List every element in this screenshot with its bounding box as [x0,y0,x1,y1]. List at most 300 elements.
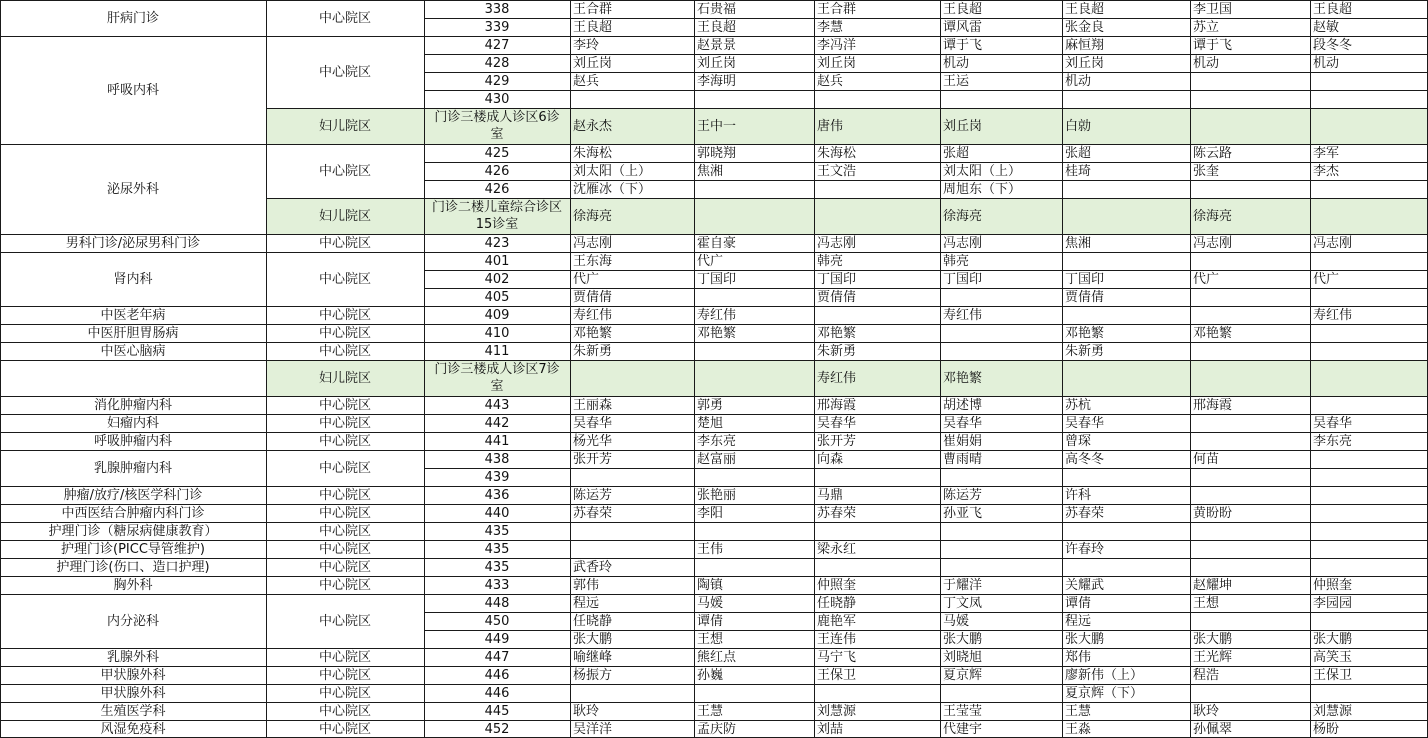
doctor-cell: 杨盼 [1313,721,1340,737]
room-cell: 409 [484,307,510,323]
doctor-cell: 白勍 [1065,118,1092,134]
room-cell: 411 [484,343,510,359]
doctor-cell: 石贵福 [697,1,737,17]
doctor-cell: 代广 [573,271,600,287]
doctor-cell: 苏立 [1193,19,1220,35]
campus-cell: 中心院区 [318,721,371,737]
doctor-cell [940,684,1062,702]
doctor-cell: 李杰 [1313,163,1340,179]
doctor-cell [1062,180,1190,198]
room-cell: 339 [484,19,510,35]
doctor-cell [1310,108,1428,144]
doctor-cell: 朱新勇 [1065,343,1105,359]
doctor-cell: 武香玲 [573,559,613,575]
doctor-cell: 喻继峰 [573,649,613,665]
doctor-cell: 任晓静 [817,595,857,611]
doctor-cell: 刘太阳（上） [573,163,652,179]
doctor-cell: 吴春华 [573,415,613,431]
doctor-cell: 代广 [697,253,724,269]
room-cell: 430 [484,91,510,107]
doctor-cell: 吴洋洋 [573,721,613,737]
doctor-cell: 张大鹏 [573,631,613,647]
room-cell: 439 [484,469,510,485]
doctor-cell [694,360,814,396]
doctor-cell: 吴春华 [943,415,983,431]
doctor-cell: 刘慧源 [817,703,857,719]
doctor-cell [570,90,694,108]
doctor-cell: 马宁飞 [817,649,857,665]
campus-cell: 中心院区 [318,649,371,665]
department-cell: 男科门诊/泌尿男科门诊 [65,235,201,251]
department-cell: 乳腺肿瘤内科 [93,460,172,476]
campus-cell: 中心院区 [318,613,371,629]
doctor-cell: 王文浩 [817,163,857,179]
doctor-cell: 曹雨晴 [943,451,983,467]
room-cell: 435 [484,523,510,539]
room-cell: 450 [484,613,510,629]
doctor-cell: 王光辉 [1193,649,1233,665]
doctor-cell [570,522,694,540]
doctor-cell: 王良超 [697,19,737,35]
doctor-cell: 王合群 [817,1,857,17]
room-cell: 402 [484,271,510,287]
room-cell: 441 [484,433,510,449]
doctor-cell: 贾倩倩 [573,289,613,305]
doctor-cell: 王良超 [573,19,613,35]
doctor-cell: 刘喆 [817,721,844,737]
doctor-cell: 冯志刚 [573,235,613,251]
doctor-cell [1310,198,1428,234]
doctor-cell [694,180,814,198]
room-cell: 436 [484,487,510,503]
campus-cell: 妇儿院区 [318,208,371,224]
doctor-cell: 邓艳繁 [1065,325,1105,341]
doctor-cell: 夏京辉 [943,667,983,683]
doctor-cell: 苏春荣 [573,505,613,521]
doctor-cell: 机动 [1313,55,1340,71]
room-cell: 401 [484,253,510,269]
doctor-cell [1310,612,1428,630]
doctor-cell [694,342,814,360]
doctor-cell: 孟庆防 [697,721,737,737]
doctor-cell: 段冬冬 [1313,37,1353,53]
doctor-cell: 楚旭 [697,415,724,431]
doctor-cell: 寿红伟 [943,307,983,323]
doctor-cell: 代广 [1313,271,1340,287]
doctor-cell [1062,252,1190,270]
doctor-cell: 徐海亮 [573,208,613,224]
department-cell: 护理门诊(伤口、造口护理) [56,559,210,575]
doctor-cell [1062,558,1190,576]
room-cell: 427 [484,37,510,53]
doctor-cell [814,306,940,324]
doctor-cell: 刘丘岗 [573,55,613,71]
doctor-cell [940,468,1062,486]
doctor-cell: 邓艳繁 [1193,325,1233,341]
doctor-cell [940,540,1062,558]
doctor-cell: 胡述博 [943,397,983,413]
doctor-cell [1190,360,1310,396]
doctor-cell: 机动 [1065,73,1092,89]
doctor-cell: 贾倩倩 [817,289,857,305]
doctor-cell: 唐伟 [817,118,844,134]
campus-cell: 中心院区 [318,487,371,503]
department-cell: 肝病门诊 [106,10,159,26]
doctor-cell: 丁国印 [1065,271,1105,287]
doctor-cell: 李阳 [697,505,724,521]
doctor-cell: 王良超 [943,1,983,17]
doctor-cell: 谭于飞 [943,37,983,53]
doctor-cell [1190,486,1310,504]
room-cell: 338 [484,1,510,17]
doctor-cell: 苏杭 [1065,397,1092,413]
room-cell: 448 [484,595,510,611]
doctor-cell: 郭晓翔 [697,145,737,161]
department-cell: 肾内科 [113,271,153,287]
department-cell: 妇瘤内科 [106,415,159,431]
doctor-cell: 杨振方 [573,667,613,683]
doctor-cell: 李冯洋 [817,37,857,53]
doctor-cell [570,684,694,702]
doctor-cell: 刘丘岗 [817,55,857,71]
doctor-cell: 李东亮 [697,433,737,449]
department-cell: 胸外科 [113,577,153,593]
doctor-cell: 张开芳 [817,433,857,449]
doctor-cell [1190,90,1310,108]
department-cell: 乳腺外科 [106,649,159,665]
room-cell: 446 [484,667,510,683]
campus-cell: 中心院区 [318,271,371,287]
doctor-cell [1190,252,1310,270]
doctor-cell [814,684,940,702]
doctor-cell: 吴春华 [1065,415,1105,431]
doctor-cell [814,180,940,198]
department-cell: 护理门诊(PICC导管维护) [61,541,205,557]
room-cell: 423 [484,235,510,251]
department-cell: 呼吸内科 [106,82,159,98]
campus-cell: 中心院区 [318,415,371,431]
doctor-cell: 谭于飞 [1193,37,1233,53]
doctor-cell: 廖新伟（上） [1065,667,1144,683]
doctor-cell [1190,558,1310,576]
doctor-cell [814,198,940,234]
doctor-cell: 朱海松 [573,145,613,161]
doctor-cell: 陈运芳 [573,487,613,503]
doctor-cell [1190,72,1310,90]
doctor-cell [940,324,1062,342]
doctor-cell: 邢海霞 [817,397,857,413]
doctor-cell [570,468,694,486]
doctor-cell: 赵耀坤 [1193,577,1233,593]
doctor-cell: 邓艳繁 [817,325,857,341]
doctor-cell [1190,414,1310,432]
doctor-cell: 何苗 [1193,451,1220,467]
doctor-cell: 梁永红 [817,541,857,557]
doctor-cell: 张艳丽 [697,487,737,503]
doctor-cell: 夏京辉（下） [1065,685,1144,701]
doctor-cell: 曾琛 [1065,433,1092,449]
doctor-cell: 许春玲 [1065,541,1105,557]
doctor-cell [1190,540,1310,558]
doctor-cell: 赵景景 [697,37,737,53]
doctor-cell [1310,504,1428,522]
doctor-cell [1310,486,1428,504]
room-cell: 429 [484,73,510,89]
department-cell: 中西医结合肿瘤内科门诊 [61,505,205,521]
doctor-cell: 代广 [1193,271,1220,287]
doctor-cell: 陶镇 [697,577,724,593]
department-cell: 肿瘤/放疗/核医学科门诊 [63,487,203,503]
doctor-cell: 邓艳繁 [943,370,983,386]
room-cell: 447 [484,649,510,665]
doctor-cell: 麻恒翔 [1065,37,1105,53]
doctor-cell [1310,558,1428,576]
department-cell: 甲状腺外科 [100,667,166,683]
doctor-cell: 焦湘 [697,163,724,179]
room-cell: 405 [484,289,510,305]
doctor-cell [1310,324,1428,342]
campus-cell: 中心院区 [318,523,371,539]
campus-cell: 中心院区 [318,397,371,413]
room-cell: 435 [484,541,510,557]
department-cell: 风湿免疫科 [100,721,166,737]
department-cell: 泌尿外科 [106,181,159,197]
doctor-cell [1310,90,1428,108]
doctor-cell [694,198,814,234]
doctor-cell: 熊红点 [697,649,737,665]
campus-cell: 中心院区 [318,505,371,521]
room-cell: 433 [484,577,510,593]
doctor-cell: 程浩 [1193,667,1220,683]
room-cell: 435 [484,559,510,575]
doctor-cell [1190,684,1310,702]
doctor-cell [694,288,814,306]
campus-cell: 中心院区 [318,577,371,593]
doctor-cell: 鹿艳军 [817,613,857,629]
doctor-cell: 刘太阳（上） [943,163,1022,179]
doctor-cell: 刘慧源 [1313,703,1353,719]
doctor-cell: 冯志刚 [1313,235,1353,251]
doctor-cell: 焦湘 [1065,235,1092,251]
doctor-cell: 王想 [1193,595,1220,611]
doctor-cell [1062,198,1190,234]
doctor-cell: 高笑玉 [1313,649,1353,665]
campus-cell: 中心院区 [318,10,371,26]
doctor-cell: 邢海霞 [1193,397,1233,413]
doctor-cell: 王想 [697,631,724,647]
doctor-cell [940,558,1062,576]
doctor-cell [694,522,814,540]
campus-cell: 中心院区 [318,559,371,575]
doctor-cell [694,558,814,576]
doctor-cell [1062,306,1190,324]
campus-cell: 中心院区 [318,685,371,701]
room-cell: 445 [484,703,510,719]
doctor-cell: 王合群 [573,1,613,17]
doctor-cell: 机动 [943,55,970,71]
doctor-cell [1190,468,1310,486]
department-cell: 护理门诊（糖尿病健康教育） [48,523,218,539]
doctor-cell: 张超 [1065,145,1092,161]
doctor-cell [940,342,1062,360]
doctor-cell: 李军 [1313,145,1340,161]
doctor-cell [1310,396,1428,414]
doctor-cell [1062,468,1190,486]
doctor-cell: 寿红伟 [697,307,737,323]
room-cell: 门诊三楼成人诊区6诊室 [434,110,560,142]
doctor-cell: 桂琦 [1065,163,1092,179]
doctor-cell: 代建宇 [943,721,983,737]
room-cell: 452 [484,721,510,737]
doctor-cell: 高冬冬 [1065,451,1105,467]
doctor-cell [1310,684,1428,702]
doctor-cell: 谭倩 [697,613,724,629]
doctor-cell [1190,522,1310,540]
doctor-cell: 张超 [943,145,970,161]
doctor-cell [940,522,1062,540]
doctor-cell [1190,432,1310,450]
doctor-cell: 张大鹏 [1313,631,1353,647]
doctor-cell: 刘丘岗 [697,55,737,71]
doctor-cell: 寿红伟 [573,307,613,323]
doctor-cell: 邓艳繁 [573,325,613,341]
doctor-cell [1190,180,1310,198]
doctor-cell [1190,342,1310,360]
doctor-cell: 王慧 [1065,703,1092,719]
room-cell: 425 [484,145,510,161]
doctor-cell: 吴春华 [1313,415,1353,431]
room-cell: 438 [484,451,510,467]
doctor-cell: 李玲 [573,37,600,53]
grid-line [0,360,266,361]
doctor-cell: 任晓静 [573,613,613,629]
doctor-cell: 丁国印 [697,271,737,287]
campus-cell: 中心院区 [318,64,371,80]
doctor-cell: 朱新勇 [573,343,613,359]
doctor-cell: 徐海亮 [943,208,983,224]
doctor-cell [1190,612,1310,630]
doctor-cell: 徐海亮 [1193,208,1233,224]
doctor-cell: 陈云路 [1193,145,1233,161]
room-cell: 440 [484,505,510,521]
doctor-cell [814,522,940,540]
doctor-cell: 冯志刚 [943,235,983,251]
doctor-cell: 孙亚飞 [943,505,983,521]
campus-cell: 妇儿院区 [318,118,371,134]
doctor-cell: 关耀武 [1065,577,1105,593]
doctor-cell: 耿玲 [573,703,600,719]
doctor-cell: 赵兵 [573,73,600,89]
doctor-cell: 寿红伟 [817,370,857,386]
doctor-cell [814,558,940,576]
doctor-cell: 李海明 [697,73,737,89]
doctor-cell [1062,360,1190,396]
doctor-cell [1062,522,1190,540]
doctor-cell: 向森 [817,451,844,467]
doctor-cell: 吴春华 [817,415,857,431]
doctor-cell: 朱海松 [817,145,857,161]
doctor-cell: 冯志刚 [1193,235,1233,251]
campus-cell: 中心院区 [318,541,371,557]
doctor-cell: 郭伟 [573,577,600,593]
doctor-cell: 谭倩 [1065,595,1092,611]
doctor-cell: 丁国印 [943,271,983,287]
room-cell: 门诊二楼儿童综合诊区15诊室 [431,200,562,232]
campus-cell: 中心院区 [318,343,371,359]
doctor-cell [694,468,814,486]
room-cell: 428 [484,55,510,71]
doctor-cell: 仲照奎 [817,577,857,593]
doctor-cell: 周旭东（下） [943,181,1022,197]
doctor-cell: 赵富丽 [697,451,737,467]
doctor-cell [1310,252,1428,270]
doctor-cell: 李东亮 [1313,433,1353,449]
doctor-cell: 王连伟 [817,631,857,647]
room-cell: 442 [484,415,510,431]
doctor-cell: 张大鹏 [1065,631,1105,647]
department-cell: 甲状腺外科 [100,685,166,701]
doctor-cell: 杨光华 [573,433,613,449]
room-cell: 443 [484,397,510,413]
department-cell: 生殖医学科 [100,703,166,719]
doctor-cell: 王良超 [1065,1,1105,17]
doctor-cell: 沈雁冰（下） [573,181,652,197]
doctor-cell: 王东海 [573,253,613,269]
doctor-cell: 王保卫 [817,667,857,683]
doctor-cell: 张开芳 [573,451,613,467]
campus-cell: 中心院区 [318,703,371,719]
doctor-cell: 刘丘岗 [1065,55,1105,71]
doctor-cell: 王中一 [697,118,737,134]
doctor-cell: 苏春荣 [1065,505,1105,521]
doctor-cell [694,684,814,702]
campus-cell: 妇儿院区 [318,370,371,386]
doctor-cell [1310,342,1428,360]
doctor-cell: 马媛 [943,613,970,629]
doctor-cell: 霍自豪 [697,235,737,251]
doctor-cell: 耿玲 [1193,703,1220,719]
doctor-cell: 李慧 [817,19,844,35]
doctor-cell [1310,540,1428,558]
doctor-cell: 寿红伟 [1313,307,1353,323]
doctor-cell [1310,450,1428,468]
department-cell: 中医肝胆胃肠病 [87,325,179,341]
doctor-cell: 刘丘岗 [943,118,983,134]
doctor-cell [694,90,814,108]
room-cell: 410 [484,325,510,341]
doctor-cell [1310,468,1428,486]
doctor-cell: 机动 [1193,55,1220,71]
doctor-cell: 朱新勇 [817,343,857,359]
doctor-cell [1190,306,1310,324]
doctor-cell [814,468,940,486]
doctor-cell: 王保卫 [1313,667,1353,683]
doctor-cell: 苏春荣 [817,505,857,521]
doctor-cell: 黄盼盼 [1193,505,1233,521]
doctor-cell: 丁国印 [817,271,857,287]
doctor-cell: 王良超 [1313,1,1353,17]
doctor-cell: 孙巍 [697,667,724,683]
campus-cell: 中心院区 [318,307,371,323]
doctor-cell [1310,360,1428,396]
campus-cell: 中心院区 [318,667,371,683]
campus-cell: 中心院区 [318,163,371,179]
department-cell: 中医心脑病 [100,343,166,359]
doctor-cell: 于耀洋 [943,577,983,593]
doctor-cell: 韩亮 [943,253,970,269]
doctor-cell: 王莹莹 [943,703,983,719]
campus-cell: 中心院区 [318,235,371,251]
